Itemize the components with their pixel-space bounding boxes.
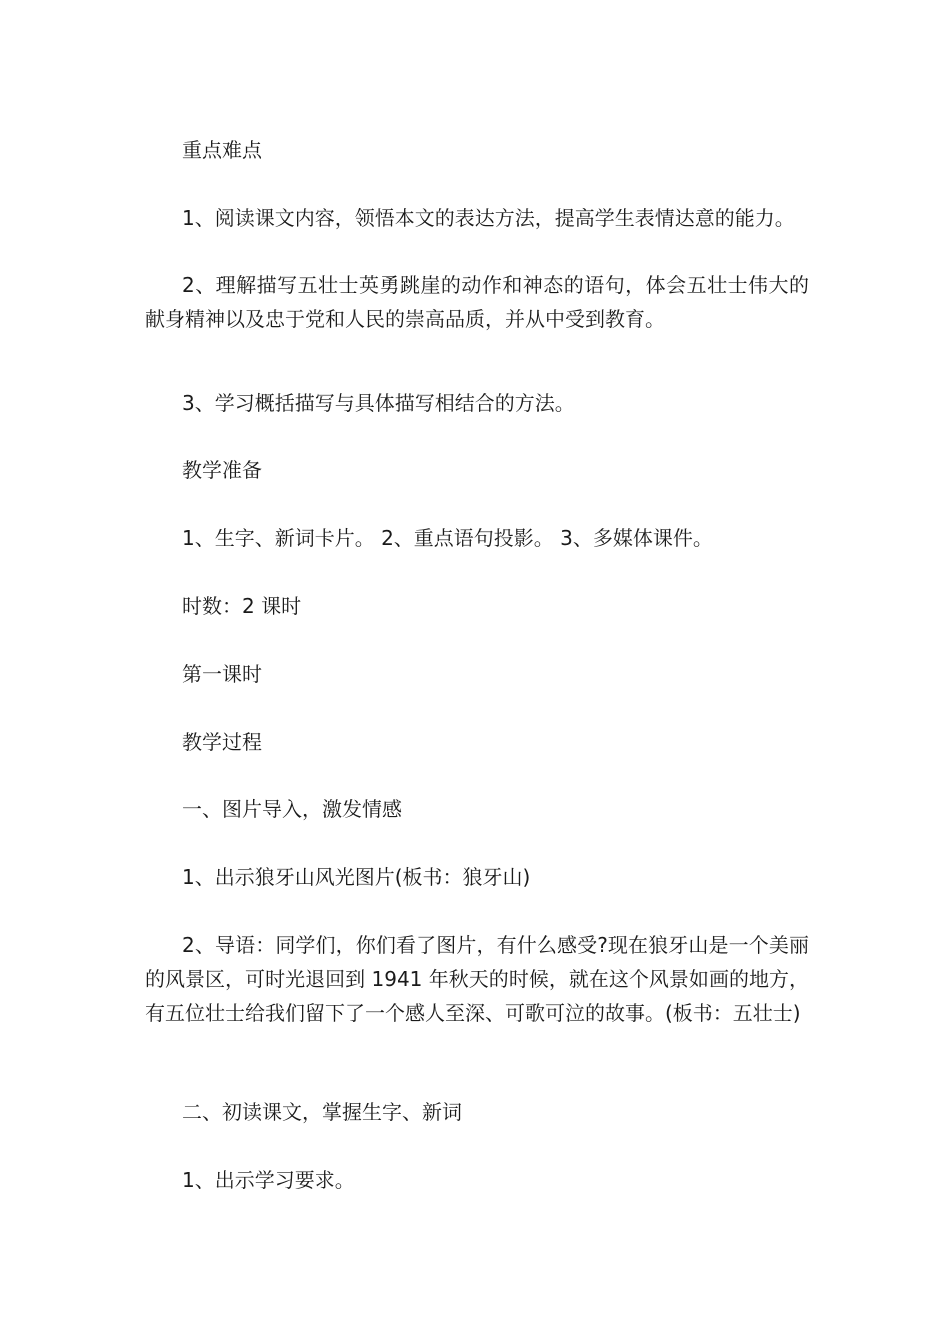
section-heading-preparation: 教学准备 <box>182 458 262 482</box>
paragraph-key-point-2: 2、理解描写五壮士英勇跳崖的动作和神态的语句，体会五壮士伟大的献身精神以及忠于党和人民的崇高品质，并从中受到教育。 <box>145 273 809 331</box>
paragraph-step-two-heading: 二、初读课文，掌握生字、新词 <box>182 1100 462 1124</box>
paragraph-step-two-item-1: 1、出示学习要求。 <box>182 1168 355 1192</box>
paragraph-step-one-heading: 一、图片导入，激发情感 <box>182 797 402 821</box>
paragraph-key-point-3: 3、学习概括描写与具体描写相结合的方法。 <box>182 391 575 415</box>
paragraph-class-hours: 时数：2 课时 <box>182 594 302 618</box>
paragraph-step-one-item-2: 2、导语：同学们，你们看了图片，有什么感受?现在狼牙山是一个美丽的风景区，可时光退回到 1941 年秋天的时候，就在这个风景如画的地方，有五位壮士给我们留下了一个感人至深、可歌可泣的故事。(板书：五壮士) <box>145 933 809 1025</box>
paragraph-preparation-items: 1、生字、新词卡片。 2、重点语句投影。 3、多媒体课件。 <box>182 526 713 550</box>
paragraph-key-point-1: 1、阅读课文内容，领悟本文的表达方法，提高学生表情达意的能力。 <box>182 206 795 230</box>
section-heading-first-lesson: 第一课时 <box>182 662 262 686</box>
paragraph-step-one-item-1: 1、出示狼牙山风光图片(板书：狼牙山) <box>182 865 531 889</box>
section-heading-key-difficulties: 重点难点 <box>182 138 262 162</box>
section-heading-teaching-process: 教学过程 <box>182 730 262 754</box>
